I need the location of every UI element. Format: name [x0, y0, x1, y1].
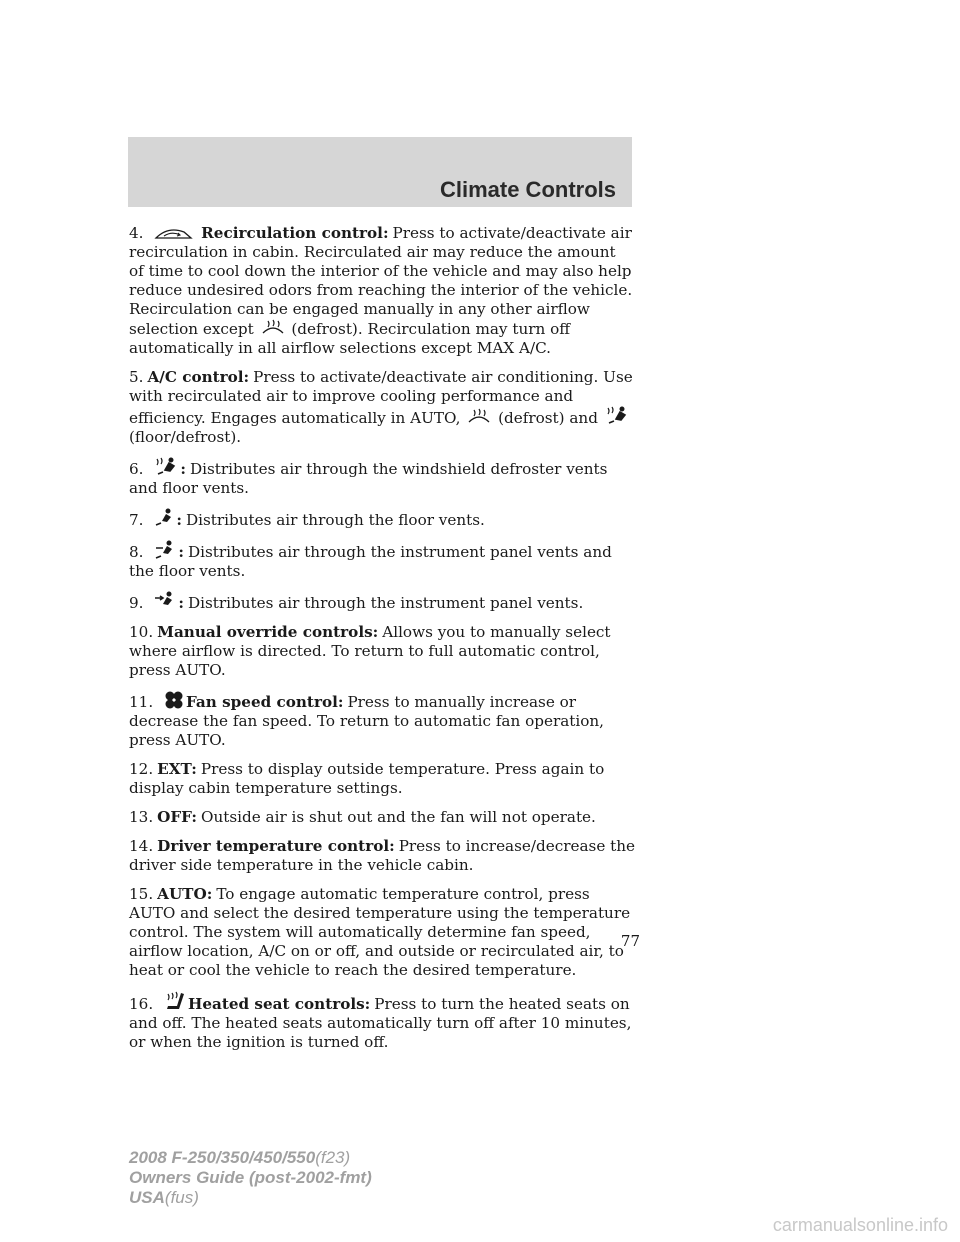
item-text: Distributes air through the windshield defroster vents and floor vents. — [129, 460, 608, 497]
item-text: Press to turn the heated seats on and off. The heated seats automatically turn off after 10 minutes, or when the ignition is turned off. — [129, 995, 632, 1051]
item-number: 15. — [129, 885, 154, 903]
page-number: 77 — [620, 932, 640, 950]
item-floor-mode — [129, 508, 635, 530]
manual-content — [129, 224, 635, 1062]
item-auto — [129, 885, 635, 980]
item-manual-override — [129, 623, 635, 680]
item-label: A/C control: — [147, 368, 250, 386]
item-floor-defrost-mode — [129, 457, 635, 498]
item-text: Press to display outside temperature. Press again to display cabin temperature settings. — [129, 760, 605, 797]
defrost-icon — [467, 408, 491, 426]
item-number: 10. — [129, 623, 154, 641]
fan-icon — [164, 690, 184, 710]
item-number: 6. — [129, 460, 144, 478]
footer-market-code: (fus) — [164, 1188, 199, 1207]
footer-model: 2008 F-250/350/450/550 — [129, 1148, 316, 1167]
item-text: Press to manually increase or decrease the fan speed. To return to automatic fan operation, press AUTO. — [129, 693, 604, 749]
section-header-band — [128, 137, 632, 207]
watermark: carmanualsonline.info — [772, 1215, 948, 1235]
item-text: (defrost) and — [498, 409, 598, 427]
item-number: 9. — [129, 594, 144, 612]
item-label: OFF: — [157, 808, 198, 826]
footer-guide: Owners Guide (post-2002-fmt) — [129, 1168, 372, 1187]
footer-market: USA — [129, 1188, 165, 1207]
item-text: To engage automatic temperature control, press AUTO and select the desired temperature using the temperature control. The system will automatically determine fan speed, airflow location, A/C on or off, and outside or recirculated air, to heat or cool the vehicle to reach the desired temperature. — [129, 885, 631, 979]
floor-icon — [154, 508, 174, 528]
item-heated-seat — [129, 990, 635, 1052]
item-label: : — [178, 594, 184, 612]
floor-defrost-icon — [154, 457, 178, 477]
item-number: 8. — [129, 543, 144, 561]
item-label: Manual override controls: — [157, 623, 379, 641]
item-number: 11. — [129, 693, 154, 711]
panel-icon — [154, 591, 176, 611]
item-panel-floor-mode — [129, 540, 635, 581]
recirculation-icon — [154, 227, 194, 241]
item-label: : — [180, 460, 186, 478]
item-text: Allows you to manually select where airflow is directed. To return to full automatic control, press AUTO. — [129, 623, 611, 679]
floor-defrost-icon — [605, 406, 629, 426]
item-ac-control — [129, 368, 635, 447]
item-text: Press to activate/deactivate air conditioning. Use with recirculated air to improve cooling performance and efficiency. Engages automatically in AUTO, — [129, 368, 633, 427]
item-text: (defrost). Recirculation may turn off automatically in all airflow selections except MAX A/C. — [129, 320, 571, 357]
heated-seat-icon — [164, 990, 186, 1012]
item-ext — [129, 760, 635, 798]
item-label: Heated seat controls: — [187, 995, 371, 1013]
item-label: : — [176, 511, 182, 529]
item-text: Distributes air through the floor vents. — [185, 511, 485, 529]
item-number: 13. — [129, 808, 154, 826]
item-text: (floor/defrost). — [129, 428, 242, 446]
document-footer — [129, 1148, 372, 1208]
item-driver-temperature — [129, 837, 635, 875]
item-text: Outside air is shut out and the fan will not operate. — [201, 808, 596, 826]
item-label: Driver temperature control: — [157, 837, 395, 855]
item-number: 7. — [129, 511, 144, 529]
item-text: Press to increase/decrease the driver side temperature in the vehicle cabin. — [129, 837, 636, 874]
item-number: 12. — [129, 760, 154, 778]
item-off — [129, 808, 635, 827]
item-number: 5. — [129, 368, 144, 386]
item-text: Distributes air through the instrument panel vents and the floor vents. — [129, 543, 612, 580]
item-number: 16. — [129, 995, 154, 1013]
footer-model-code: (f23) — [315, 1148, 351, 1167]
defrost-icon — [261, 319, 285, 337]
item-label: AUTO: — [157, 885, 213, 903]
item-recirculation — [129, 224, 635, 358]
item-panel-mode — [129, 591, 635, 613]
item-label: Fan speed control: — [185, 693, 344, 711]
item-label: : — [178, 543, 184, 561]
item-label: EXT: — [157, 760, 197, 778]
item-text: Distributes air through the instrument panel vents. — [187, 594, 584, 612]
item-text: Press to activate/deactivate air recirculation in cabin. Recirculated air may reduce the amount of time to cool down the interior of the vehicle and may also help reduce undesired odors from reaching the interior of the vehicle. Recirculation can be engaged manually in any other airflow selection except — [129, 224, 633, 338]
item-label: Recirculation control: — [201, 224, 389, 242]
item-fan-speed — [129, 690, 635, 750]
section-title: Climate Controls — [439, 177, 616, 202]
panel-floor-icon — [154, 540, 176, 560]
item-number: 14. — [129, 837, 154, 855]
item-number: 4. — [129, 224, 144, 242]
